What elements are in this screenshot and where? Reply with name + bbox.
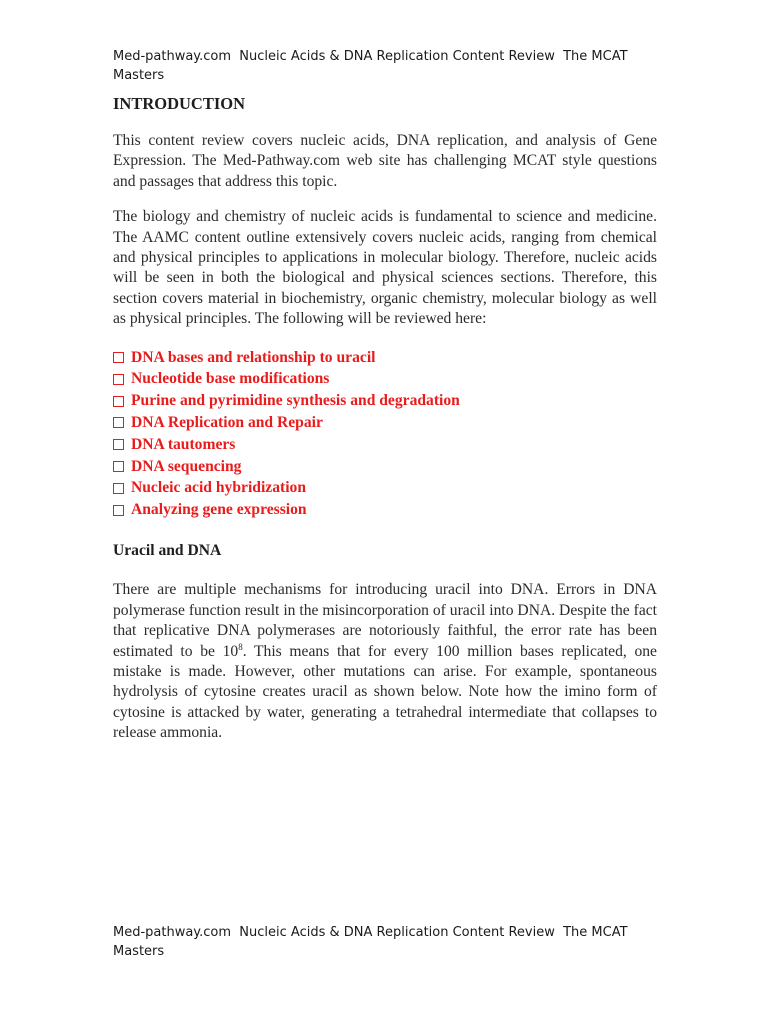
topic-label: DNA bases and relationship to uracil	[131, 348, 376, 366]
page-footer	[113, 923, 643, 961]
topic-list	[113, 347, 657, 521]
checkbox-icon	[113, 461, 124, 472]
header-line-2: Masters	[113, 68, 165, 83]
uracil-text-part-1: There are multiple mechanisms for introducing uracil into DNA. Errors in DNA polymerase function result in the misincorporation of uracil into DNA. Despite the fact that replicative DNA polymerases are notoriously faithful, the error rate has been estimated to be 10	[113, 581, 657, 660]
list-item	[113, 456, 657, 478]
page-header	[113, 47, 643, 85]
list-item	[113, 434, 657, 456]
uracil-section	[113, 541, 657, 744]
list-item	[113, 499, 657, 521]
exponent: 8	[238, 641, 243, 652]
intro-paragraph-1: This content review covers nucleic acids, DNA replication, and analysis of Gene Expression. The Med-Pathway.com web site has challenging MCAT style questions and passages that address this topic.	[113, 132, 657, 190]
intro-paragraph-2: The biology and chemistry of nucleic acids is fundamental to science and medicine. The AAMC content outline extensively covers nucleic acids, ranging from chemical and physical principles to applications in molecular biology. Therefore, nucleic acids will be seen in both the biological and physical sciences sections. Therefore, this section covers material in biochemistry, organic chemistry, molecular biology as well as physical principles. The following will be reviewed here:	[113, 208, 657, 328]
checkbox-icon	[113, 505, 124, 516]
checkbox-icon	[113, 374, 124, 385]
checkbox-icon	[113, 439, 124, 450]
checkbox-icon	[113, 483, 124, 494]
checkbox-icon	[113, 396, 124, 407]
topic-label: Analyzing gene expression	[131, 501, 307, 519]
topic-label: Nucleic acid hybridization	[131, 479, 306, 497]
topic-label: DNA Replication and Repair	[131, 414, 323, 432]
page-content	[113, 93, 657, 744]
intro-heading: INTRODUCTION	[113, 94, 246, 113]
checkbox-icon	[113, 417, 124, 428]
list-item	[113, 347, 657, 369]
header-line-1: Med-pathway.com Nucleic Acids & DNA Replication Content Review The MCAT	[113, 49, 628, 64]
topic-label: DNA tautomers	[131, 435, 236, 453]
footer-line-1: Med-pathway.com Nucleic Acids & DNA Replication Content Review The MCAT	[113, 925, 628, 940]
uracil-heading: Uracil and DNA	[113, 542, 222, 560]
uracil-text-part-2: . This means that for every 100 million bases replicated, one mistake is made. However, other mutations can arise. For example, spontaneous hydrolysis of cytosine creates uracil as shown below. Note how the imino form of cytosine is attacked by water, generating a tetrahedral intermediate that collapses to release ammonia.	[113, 642, 657, 742]
list-item	[113, 412, 657, 434]
list-item	[113, 477, 657, 499]
topic-label: DNA sequencing	[131, 457, 242, 475]
topic-label: Nucleotide base modifications	[131, 370, 330, 388]
list-item	[113, 368, 657, 390]
footer-line-2: Masters	[113, 944, 165, 959]
uracil-paragraph	[113, 580, 657, 743]
topic-label: Purine and pyrimidine synthesis and degradation	[131, 392, 460, 410]
checkbox-icon	[113, 352, 124, 363]
list-item	[113, 390, 657, 412]
